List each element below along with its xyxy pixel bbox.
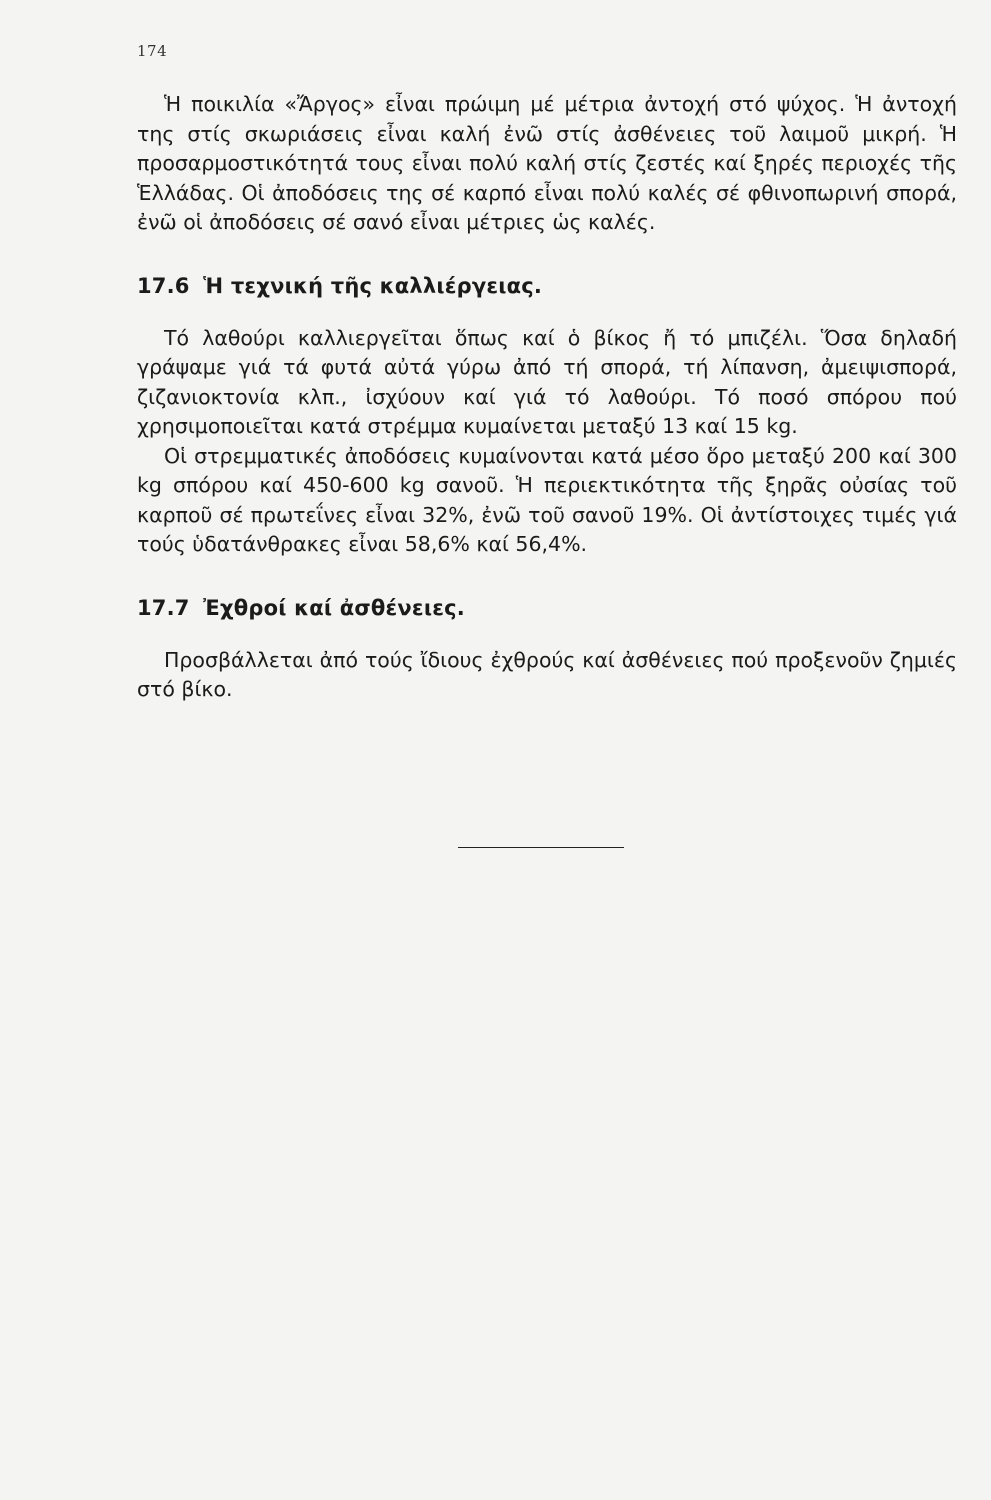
page-number: 174	[137, 42, 168, 60]
end-of-chapter-rule	[458, 847, 624, 848]
section-title: Ἐχθροί καί ἀσθένειες.	[203, 595, 465, 620]
section-heading-pests	[137, 594, 957, 622]
paragraph-yields: Οἱ στρεμματικές ἀποδόσεις κυμαίνονται κατά μέσο ὅρο μεταξύ 200 καί 300 kg σπόρου καί 450-600 kg σανοῦ. Ἡ περιεκτικότητα τῆς ξηρᾶς οὐσίας τοῦ καρποῦ σέ πρωτεΐνες εἶναι 32%, ἐνῶ τοῦ σανοῦ 19%. Οἱ ἀντίστοιχες τιμές γιά τούς ὑδατάνθρακες εἶναι 58,6% καί 56,4%.	[137, 443, 957, 556]
paragraph-cultivation: Τό λαθούρι καλλιεργεῖται ὅπως καί ὁ βίκος ἤ τό μπιζέλι. Ὅσα δηλαδή γράψαμε γιά τά φυτά αὐτά γύρω ἀπό τή σπορά, τή λίπανση, ἀμειψισπορά, ζιζανιοκτονία κλπ., ἰσχύουν καί γιά τό λαθούρι. Τό ποσό σπόρου πού χρησιμοποιεῖται κατά στρέμμα κυμαίνεται μεταξύ 13 καί 15 kg.	[137, 325, 957, 438]
section-title: Ἡ τεχνική τῆς καλλιέργειας.	[203, 273, 543, 298]
section-number: 17.7	[137, 595, 190, 620]
section-heading-cultivation	[137, 272, 957, 300]
page-body	[137, 90, 957, 705]
paragraph-argos-variety: Ἡ ποικιλία «Ἄργος» εἶναι πρώιμη μέ μέτρια ἀντοχή στό ψύχος. Ἡ ἀντοχή της στίς σκωριάσεις εἶναι καλή ἐνῶ στίς ἀσθένειες τοῦ λαιμοῦ μικρή. Ἡ προσαρμοστικότητά τους εἶναι πολύ καλή στίς ζεστές καί ξηρές περιοχές τῆς Ἑλλάδας. Οἱ ἀποδόσεις της σέ καρπό εἶναι πολύ καλές σέ φθινοπωρινή σπορά, ἐνῶ οἱ ἀποδόσεις σέ σανό εἶναι μέτριες ὡς καλές.	[137, 92, 957, 234]
section-number: 17.6	[137, 273, 190, 298]
paragraph-pests: Προσβάλλεται ἀπό τούς ἴδιους ἐχθρούς καί ἀσθένειες πού προξενοῦν ζημιές στό βίκο.	[137, 647, 957, 701]
